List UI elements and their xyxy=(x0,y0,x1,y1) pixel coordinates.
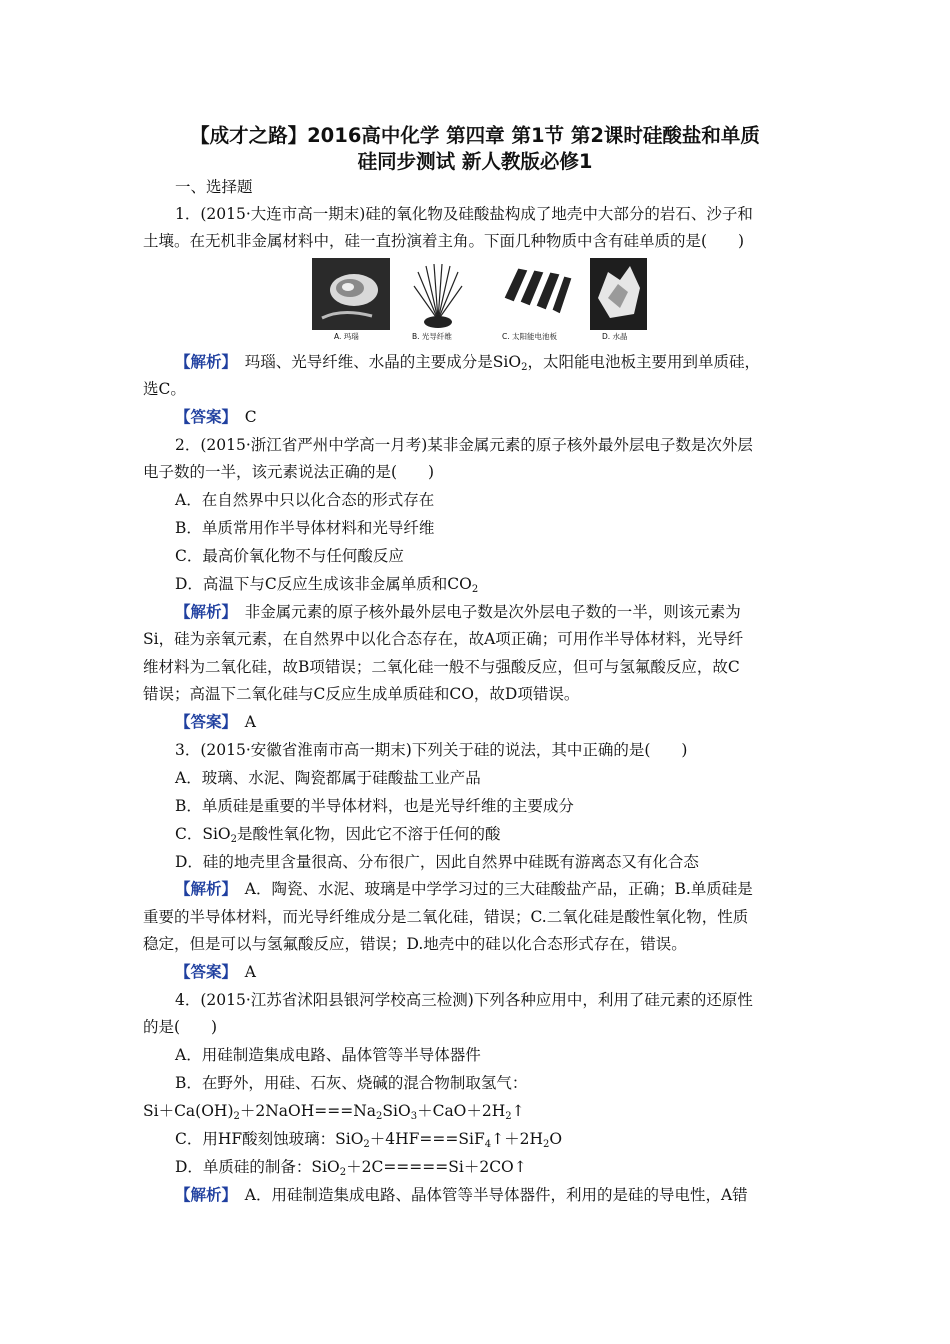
q2-answer: 【答案】 A xyxy=(175,713,256,731)
q2-option-d: D．高温下与C反应生成该非金属单质和$CO_2$ xyxy=(175,575,479,595)
q1-caption-a: A. 玛瑙 xyxy=(334,332,359,341)
q2-analysis-line-3: 维材料为二氧化硅，故B项错误；二氧化硅一般不与强酸反应，但可与氢氟酸反应，故C xyxy=(143,658,740,676)
q1-stem-line-2: 土壤。在无机非金属材料中，硅一直扮演着主角。下面几种物质中含有硅单质的是( ) xyxy=(143,232,745,250)
q2-option-b: B．单质常用作半导体材料和光导纤维 xyxy=(175,519,435,537)
q3-answer-tag: 【答案】 xyxy=(175,963,230,981)
q3-analysis-line-1: 【解析】 A．陶瓷、水泥、玻璃是中学学习过的三大硅酸盐产品，正确；B.单质硅是 xyxy=(175,880,753,898)
section-heading: 一、选择题 xyxy=(175,178,253,196)
q2-answer-tag: 【答案】 xyxy=(175,713,230,731)
solar-panel-photo xyxy=(498,258,574,330)
agate-photo xyxy=(312,258,390,330)
q3-analysis-line-2: 重要的半导体材料，而光导纤维成分是二氧化硅，错误；C.二氧化硅是酸性氧化物，性质 xyxy=(143,908,749,926)
q2-analysis-tag: 【解析】 xyxy=(175,603,230,621)
q3-stem: 3．(2015·安徽省淮南市高一期末)下列关于硅的说法，其中正确的是( ) xyxy=(175,741,688,759)
q4-analysis-tag: 【解析】 xyxy=(175,1186,230,1204)
document-title xyxy=(110,123,840,175)
q4-option-d: D．单质硅的制备：SiO$_2$＋2C=====Si＋2CO↑ xyxy=(175,1158,527,1178)
q1-answer-tag: 【答案】 xyxy=(175,408,230,426)
q2-option-a: A．在自然界中只以化合态的形式存在 xyxy=(175,491,435,509)
q1-answer: 【答案】 C xyxy=(175,408,257,426)
q3-option-a: A．玻璃、水泥、陶瓷都属于硅酸盐工业产品 xyxy=(175,769,481,787)
q2-analysis-line-2: Si，硅为亲氧元素，在自然界中以化合态存在，故A项正确；可用作半导体材料，光导纤 xyxy=(143,630,744,648)
q1-stem-line-1: 1．(2015·大连市高一期末)硅的氧化物及硅酸盐构成了地壳中大部分的岩石、沙子和 xyxy=(175,205,753,223)
q3-option-b: B．单质硅是重要的半导体材料，也是光导纤维的主要成分 xyxy=(175,797,574,815)
q1-caption-b: B. 光导纤维 xyxy=(412,332,452,341)
title-line-2: 硅同步测试 新人教版必修1 xyxy=(357,150,593,173)
q2-option-c: C．最高价氧化物不与任何酸反应 xyxy=(175,547,404,565)
optical-fiber-photo xyxy=(404,258,472,330)
q4-analysis-line-1: 【解析】 A．用硅制造集成电路、晶体管等半导体器件，利用的是硅的导电性，A错 xyxy=(175,1186,748,1204)
q3-analysis-tag: 【解析】 xyxy=(175,880,230,898)
q4-option-b: B．在野外，用硅、石灰、烧碱的混合物制取氢气： xyxy=(175,1074,528,1092)
q3-answer: 【答案】 A xyxy=(175,963,256,981)
q2-stem-line-2: 电子数的一半，该元素说法正确的是( ) xyxy=(143,463,435,481)
q4-option-c: C．用HF酸刻蚀玻璃：$SiO_2+4HF===SiF_4↑+2H_2O$ xyxy=(175,1130,563,1150)
q1-figure-row xyxy=(312,258,647,342)
q3-option-c: C．SiO$_2$是酸性氧化物，因此它不溶于任何的酸 xyxy=(175,825,501,845)
q2-analysis-line-4: 错误；高温下二氧化硅与C反应生成单质硅和CO，故D项错误。 xyxy=(143,685,580,703)
crystal-photo xyxy=(590,258,647,330)
q2-analysis-line-1: 【解析】 非金属元素的原子核外最外层电子数是次外层电子数的一半，则该元素为 xyxy=(175,603,741,621)
q1-analysis-line-2: 选C。 xyxy=(143,380,186,398)
q3-option-d: D．硅的地壳里含量很高、分布很广，因此自然界中硅既有游离态又有化合态 xyxy=(175,853,699,871)
q1-caption-d: D. 水晶 xyxy=(602,332,628,341)
q3-analysis-line-3: 稳定，但是可以与氢氟酸反应，错误；D.地壳中的硅以化合态形式存在，错误。 xyxy=(143,935,687,953)
q1-analysis-tag: 【解析】 xyxy=(175,353,230,371)
q4-option-a: A．用硅制造集成电路、晶体管等半导体器件 xyxy=(175,1046,481,1064)
q1-analysis-line-1: 【解析】 玛瑙、光导纤维、水晶的主要成分是SiO$_2$，太阳能电池板主要用到单质硅， xyxy=(175,353,760,373)
title-line-1: 【成才之路】2016高中化学 第四章 第1节 第2课时硅酸盐和单质 xyxy=(190,124,760,147)
q4-option-b-equation: $Si+Ca(OH)_2+2NaOH===Na_2SiO_3+CaO+2H_2↑$ xyxy=(143,1102,525,1122)
q4-stem-line-1: 4．(2015·江苏省沭阳县银河学校高三检测)下列各种应用中，利用了硅元素的还原性 xyxy=(175,991,753,1009)
q4-stem-line-2: 的是( ) xyxy=(143,1018,218,1036)
q1-caption-c: C. 太阳能电池板 xyxy=(502,332,558,341)
q2-stem-line-1: 2．(2015·浙江省严州中学高一月考)某非金属元素的原子核外最外层电子数是次外层 xyxy=(175,436,753,454)
